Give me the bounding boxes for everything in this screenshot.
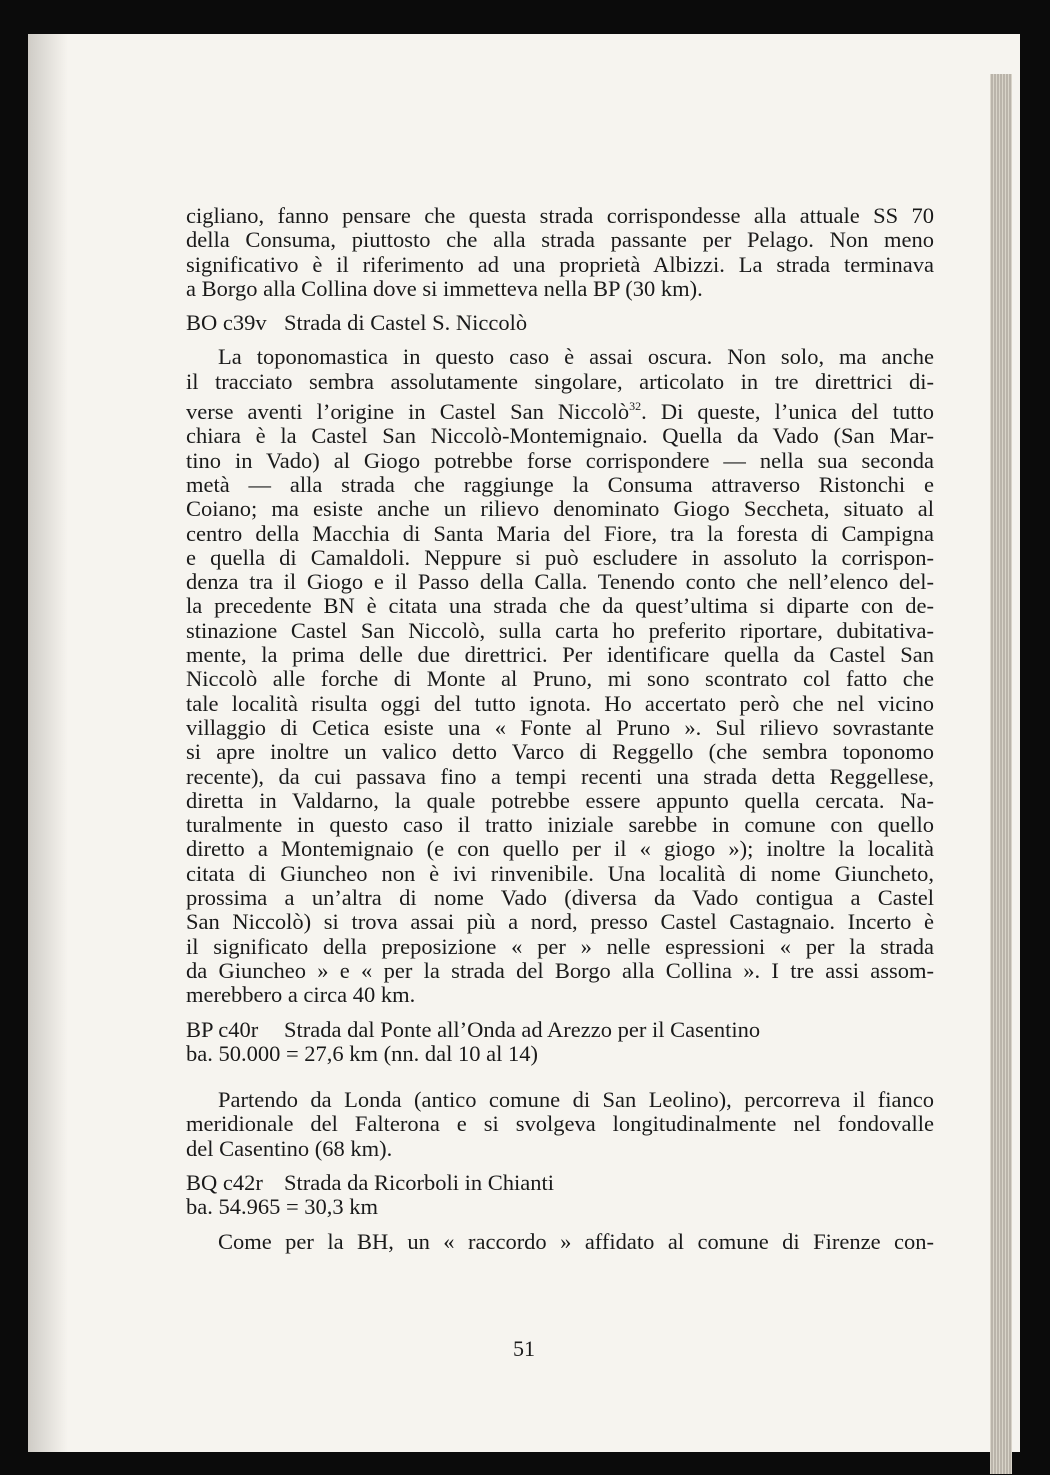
section-code: BP c40r — [186, 1016, 259, 1042]
section-title: Strada dal Ponte all’Onda ad Arezzo per il Casentino — [284, 1016, 761, 1042]
footnote-marker: 32 — [629, 399, 642, 414]
section-heading-bq — [186, 1171, 934, 1195]
text-line: Niccolò alle forche di Monte al Pruno, mi sono scontrato col fatto che — [186, 666, 934, 692]
text-line: il tracciato sembra assolutamente singolare, articolato in tre direttrici di- — [186, 368, 934, 394]
text-line: stinazione Castel San Niccolò, sulla carta ho preferito riportare, dubitativa- — [186, 617, 934, 643]
text-line: Coiano; ma esiste anche un rilievo denominato Giogo Seccheta, situato al — [186, 496, 934, 522]
book-page — [28, 34, 1020, 1452]
text-line: tale località risulta oggi del tutto ignota. Ho accertato però che nel vicino — [186, 690, 934, 716]
text-line: mente, la prima delle due direttrici. Per identificare quella da Castel San — [186, 642, 934, 668]
text-line: diretta in Valdarno, la quale potrebbe essere appunto quella cercata. Na- — [186, 787, 934, 813]
text-line: della Consuma, piuttosto che alla strada passante per Pelago. Non meno — [186, 227, 934, 253]
page-edges — [990, 74, 1012, 1474]
section-title: Strada da Ricorboli in Chianti — [284, 1169, 554, 1195]
text-line: significativo è il riferimento ad una proprietà Albizzi. La strada terminava — [186, 251, 934, 277]
section-bq-paragraph — [186, 1230, 934, 1254]
section-bo-paragraph — [186, 345, 934, 1007]
section-scale-bq: ba. 54.965 = 30,3 km — [186, 1194, 379, 1220]
text-line: si apre inoltre un valico detto Varco di Reggello (che sembra toponomo — [186, 739, 934, 765]
text-line: la precedente BN è citata una strada che da quest’ultima si diparte con de- — [186, 593, 934, 619]
opening-paragraph — [186, 204, 934, 301]
text-line: San Niccolò) si trova assai più a nord, presso Castel Castagnaio. Incerto è — [186, 909, 934, 935]
text-line: tino in Vado) al Giogo potrebbe forse corrispondere — nella sua seconda — [186, 447, 934, 473]
text-line: metà — alla strada che raggiunge la Consuma attraverso Ristonchi e — [186, 471, 934, 497]
text-line: meridionale del Falterona e si svolgeva longitudinalmente nel fondovalle — [186, 1111, 934, 1137]
section-code: BO c39v — [186, 310, 267, 336]
text-line: chiara è la Castel San Niccolò-Montemignaio. Quella da Vado (San Mar- — [186, 423, 934, 449]
body-text — [186, 204, 934, 1254]
page-number: 51 — [513, 1336, 535, 1361]
section-heading-bp — [186, 1018, 934, 1042]
section-code: BQ c42r — [186, 1169, 263, 1195]
text-line: da Giuncheo » e « per la strada del Borgo alla Collina ». I tre assi assom- — [186, 957, 934, 983]
text-line: il significato della preposizione « per » nelle espressioni « per la strada — [186, 933, 934, 959]
text-line: diretto a Montemignaio (e con quello per il « giogo »); inoltre la località — [186, 836, 934, 862]
text-line: denza tra il Giogo e il Passo della Calla. Tenendo conto che nell’elenco del- — [186, 569, 934, 595]
text-line: villaggio di Cetica esiste una « Fonte al Pruno ». Sul rilievo sovrastante — [186, 714, 934, 740]
text-line: centro della Macchia di Santa Maria del Fiore, tra la foresta di Campigna — [186, 520, 934, 546]
text-line: merebbero a circa 40 km. — [186, 982, 416, 1008]
text-line: Come per la BH, un « raccordo » affidato al comune di Firenze con- — [218, 1228, 934, 1254]
text-line: e quella di Camaldoli. Neppure si può escludere in assoluto la corrispon- — [186, 544, 934, 570]
section-bp-paragraph — [186, 1088, 934, 1161]
text-line: prossima a un’altra di nome Vado (diversa da Vado contigua a Castel — [186, 885, 934, 911]
text-line-with-footnote: verse aventi l’origine in Castel San Niccolò$^{32}$. Di queste, l’unica del tutto — [186, 399, 934, 425]
section-title: Strada di Castel S. Niccolò — [284, 310, 528, 336]
text-line: turalmente in questo caso il tratto iniziale sarebbe in comune con quello — [186, 812, 934, 838]
text-line: Partendo da Londa (antico comune di San Leolino), percorreva il fianco — [218, 1087, 934, 1113]
text-line: a Borgo alla Collina dove si immetteva nella BP (30 km). — [186, 275, 703, 301]
section-scale-bp: ba. 50.000 = 27,6 km (nn. dal 10 al 14) — [186, 1040, 539, 1066]
spine-shadow — [28, 34, 68, 1452]
text-line: recente), da cui passava fino a tempi recenti una strada detta Reggellese, — [186, 763, 934, 789]
text-line: citata di Giuncheo non è ivi rinvenibile. Una località di nome Giuncheto, — [186, 860, 934, 886]
section-heading-bo — [186, 311, 934, 335]
text-line: La toponomastica in questo caso è assai oscura. Non solo, ma anche — [218, 344, 934, 370]
text-line: cigliano, fanno pensare che questa strada corrispondesse alla attuale SS 70 — [186, 203, 934, 228]
text-line: del Casentino (68 km). — [186, 1135, 393, 1161]
